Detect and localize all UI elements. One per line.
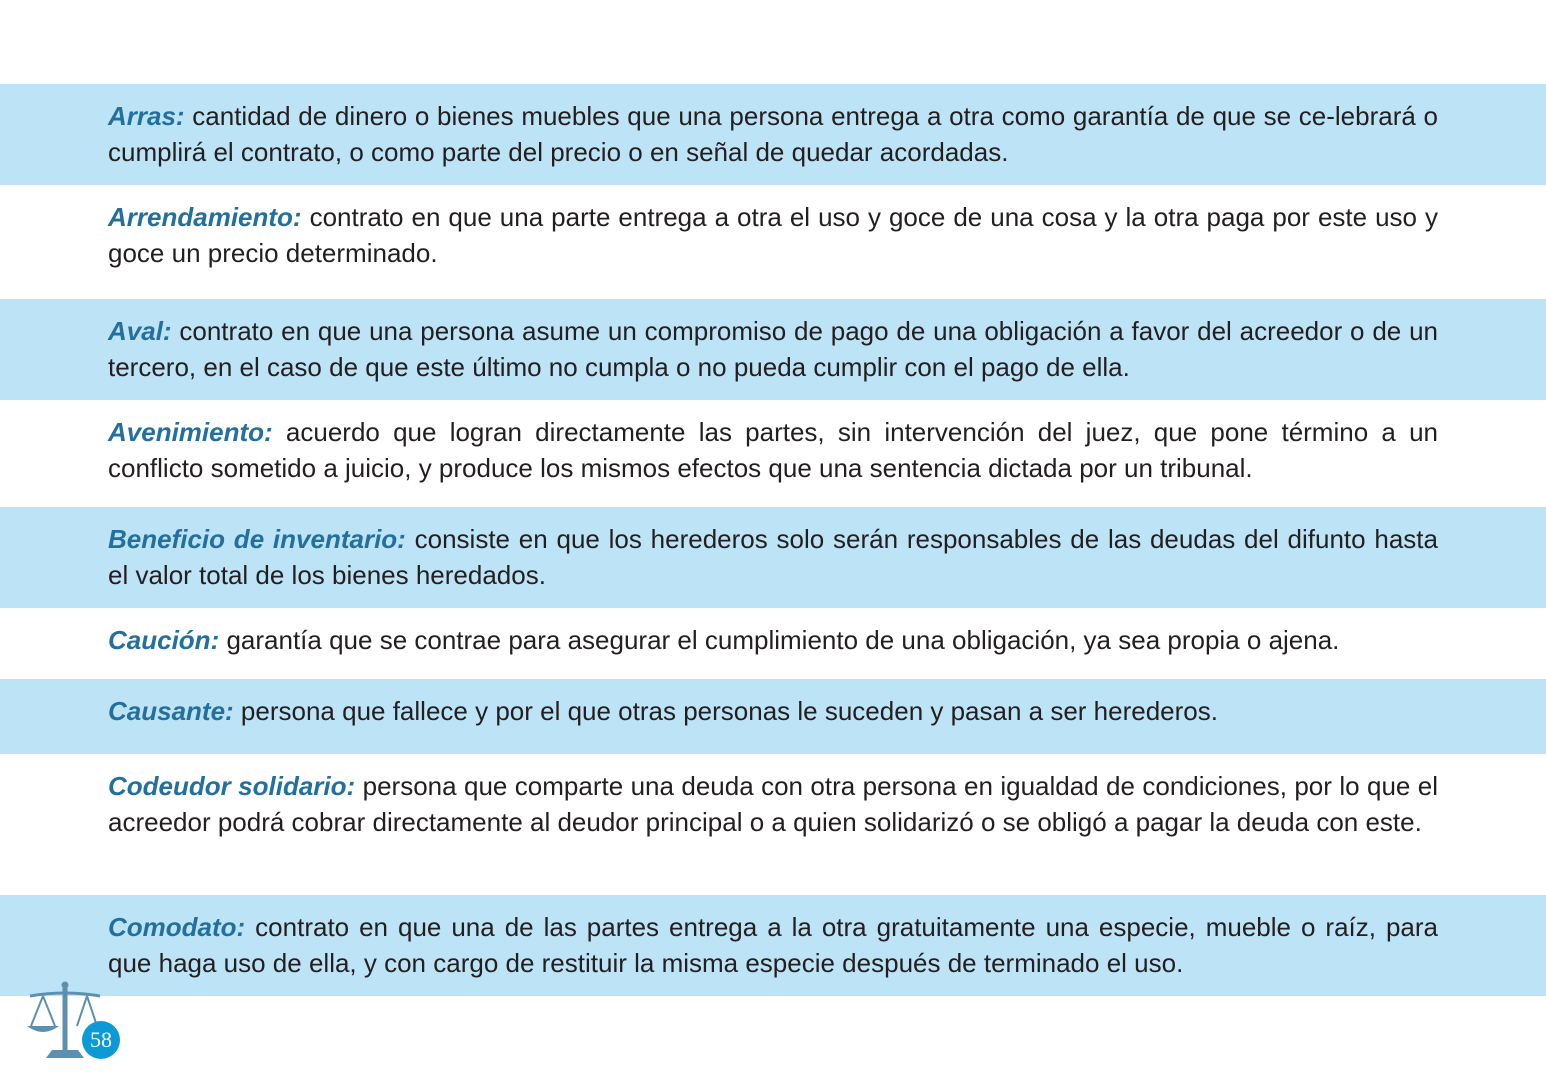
glossary-term: Beneficio de inventario:	[108, 524, 406, 554]
glossary-entry-arrendamiento	[0, 185, 1546, 299]
glossary-definition: persona que fallece y por el que otras personas le suceden y pasan a ser herederos.	[233, 696, 1218, 726]
glossary-term: Aval:	[108, 316, 172, 346]
page-number-badge: 58	[82, 1021, 120, 1059]
glossary-definition: contrato en que una de las partes entrega a la otra gratuitamente una especie, mueble o raíz, para que haga uso de ella, y con cargo de restituir la misma especie después de terminado el uso.	[108, 912, 1438, 978]
glossary-list	[0, 84, 1546, 996]
glossary-definition: contrato en que una persona asume un compromiso de pago de una obligación a favor del acreedor o de un tercero, en el caso de que este último no cumpla o no pueda cumplir con el pago de ella.	[108, 316, 1438, 382]
glossary-entry-causante	[0, 679, 1546, 754]
glossary-definition: cantidad de dinero o bienes muebles que una persona entrega a otra como garantía de que se ce-lebrará o cumplirá el contrato, o como parte del precio o en señal de quedar acordadas.	[108, 101, 1438, 167]
glossary-term: Comodato:	[108, 912, 246, 942]
glossary-definition: consiste en que los herederos solo serán responsables de las deudas del difunto hasta el valor total de los bienes heredados.	[108, 524, 1438, 590]
glossary-entry-beneficio-de-inventario	[0, 507, 1546, 608]
glossary-term: Avenimiento:	[108, 417, 273, 447]
glossary-definition: persona que comparte una deuda con otra persona en igualdad de condiciones, por lo que el acreedor podrá cobrar directamente al deudor principal o a quien solidarizó o se obligó a pagar la deuda con este.	[108, 771, 1439, 837]
glossary-entry-avenimiento	[0, 400, 1546, 507]
glossary-entry-comodato	[0, 895, 1546, 996]
glossary-entry-codeudor-solidario	[0, 754, 1546, 895]
glossary-term: Arras:	[108, 101, 185, 131]
glossary-term: Arrendamiento:	[108, 202, 302, 232]
glossary-entry-arras	[0, 84, 1546, 185]
glossary-definition: contrato en que una parte entrega a otra el uso y goce de una cosa y la otra paga por este uso y goce un precio determinado.	[108, 202, 1438, 268]
glossary-entry-caucion	[0, 608, 1546, 679]
glossary-definition: acuerdo que logran directamente las partes, sin intervención del juez, que pone término a un conflicto sometido a juicio, y produce los mismos efectos que una sentencia dictada por un tribunal.	[108, 417, 1438, 483]
glossary-term: Causante:	[108, 696, 234, 726]
glossary-term: Caución:	[108, 625, 220, 655]
glossary-entry-aval	[0, 299, 1546, 400]
glossary-definition: garantía que se contrae para asegurar el cumplimiento de una obligación, ya sea propia o ajena.	[219, 625, 1340, 655]
glossary-term: Codeudor solidario:	[108, 771, 356, 801]
